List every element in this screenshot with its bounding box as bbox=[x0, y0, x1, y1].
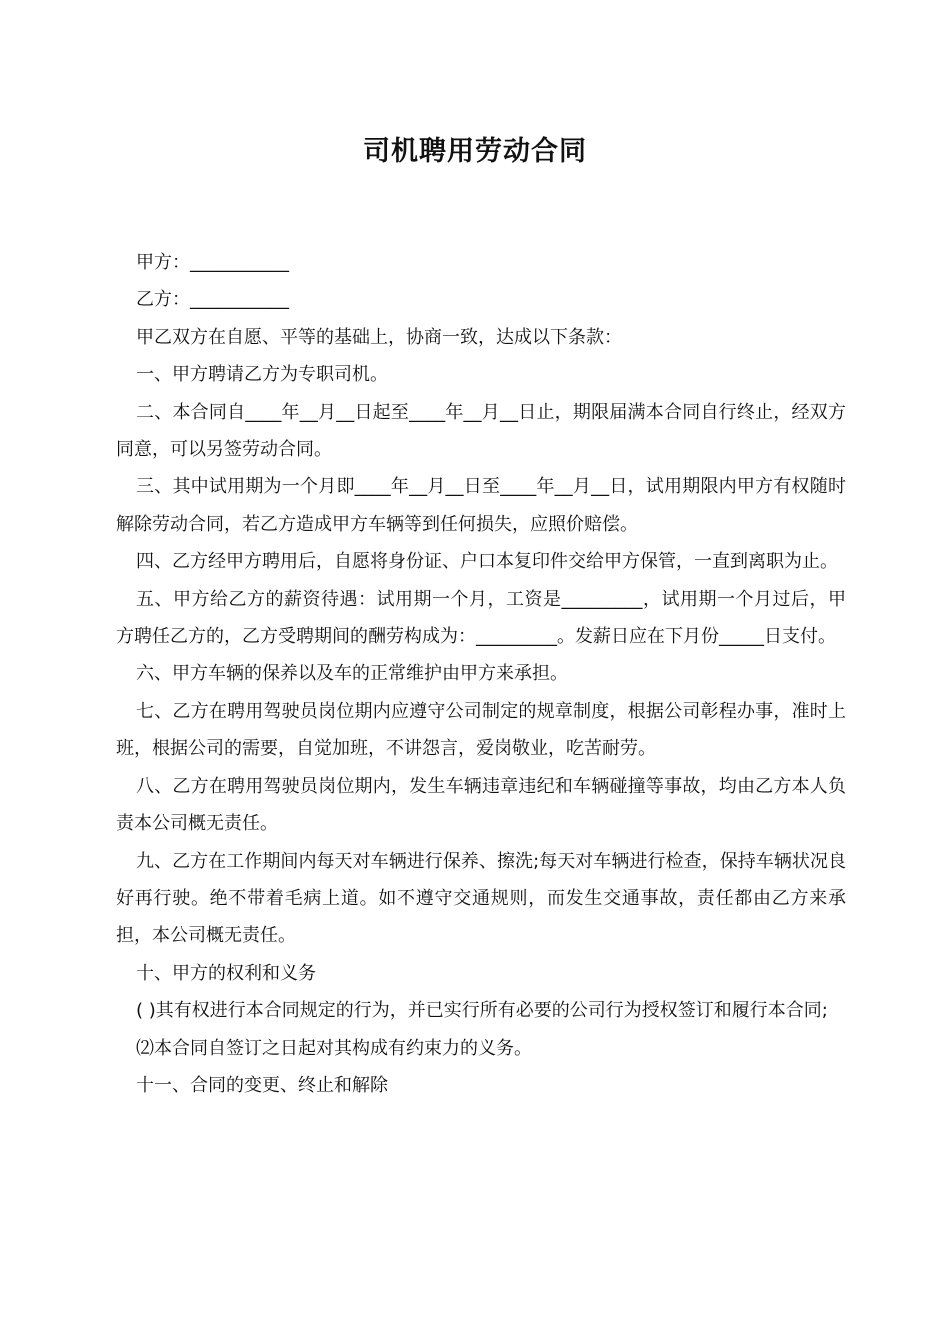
clause-11-heading: 十一、合同的变更、终止和解除 bbox=[136, 1074, 388, 1096]
clause-9: 九、乙方在工作期间内每天对车辆进行保养、擦洗;每天对车辆进行检查，保持车辆状况良好再行驶。绝不带着毛病上道。如不遵守交通规则，而发生交通事故，责任都由乙方来承担，本公司概无责任。 bbox=[116, 850, 846, 947]
preamble: 甲乙双方在自愿、平等的基础上，协商一致，达成以下条款： bbox=[136, 326, 622, 348]
clause-3: 三、其中试用期为一个月即____年__月__日至____年__月__日，试用期限内甲方有权随时解除劳动合同，若乙方造成甲方车辆等到任何损失，应照价赔偿。 bbox=[116, 476, 846, 535]
document-title: 司机聘用劳动合同 bbox=[363, 136, 587, 167]
clause-10-heading: 十、甲方的权利和义务 bbox=[136, 962, 316, 984]
clause-1: 一、甲方聘请乙方为专职司机。 bbox=[136, 364, 388, 386]
clause-4: 四、乙方经甲方聘用后，自愿将身份证、户口本复印件交给甲方保管，一直到离职为止。 bbox=[136, 551, 838, 573]
party-a-line: 甲方：___________ bbox=[136, 252, 289, 273]
clause-2: 二、本合同自____年__月__日起至____年__月__日止，期限届满本合同自行终止，经双方同意，可以另签劳动合同。 bbox=[116, 401, 846, 461]
clause-10-item-1: ( )其有权进行本合同规定的行为，并已实行所有必要的公司行为授权签订和履行本合同; bbox=[136, 1000, 828, 1022]
party-b-line: 乙方：___________ bbox=[136, 289, 289, 311]
clause-6: 六、甲方车辆的保养以及车的正常维护由甲方来承担。 bbox=[136, 663, 568, 685]
clause-5: 五、甲方给乙方的薪资待遇：试用期一个月，工资是_________，试用期一个月过后，甲方聘任乙方的，乙方受聘期间的酬劳构成为：_________。发薪日应在下月份_____日支付。 bbox=[116, 588, 846, 648]
clause-10-item-2: ⑵本合同自签订之日起对其构成有约束力的义务。 bbox=[136, 1037, 532, 1059]
contract-body bbox=[116, 244, 846, 1104]
clause-7: 七、乙方在聘用驾驶员岗位期内应遵守公司制定的规章制度，根据公司彰程办事，准时上班，根据公司的需要，自觉加班，不讲怨言，爱岗敬业，吃苦耐劳。 bbox=[116, 700, 846, 760]
clause-8: 八、乙方在聘用驾驶员岗位期内，发生车辆违章违纪和车辆碰撞等事故，均由乙方本人负责本公司概无责任。 bbox=[116, 775, 846, 835]
